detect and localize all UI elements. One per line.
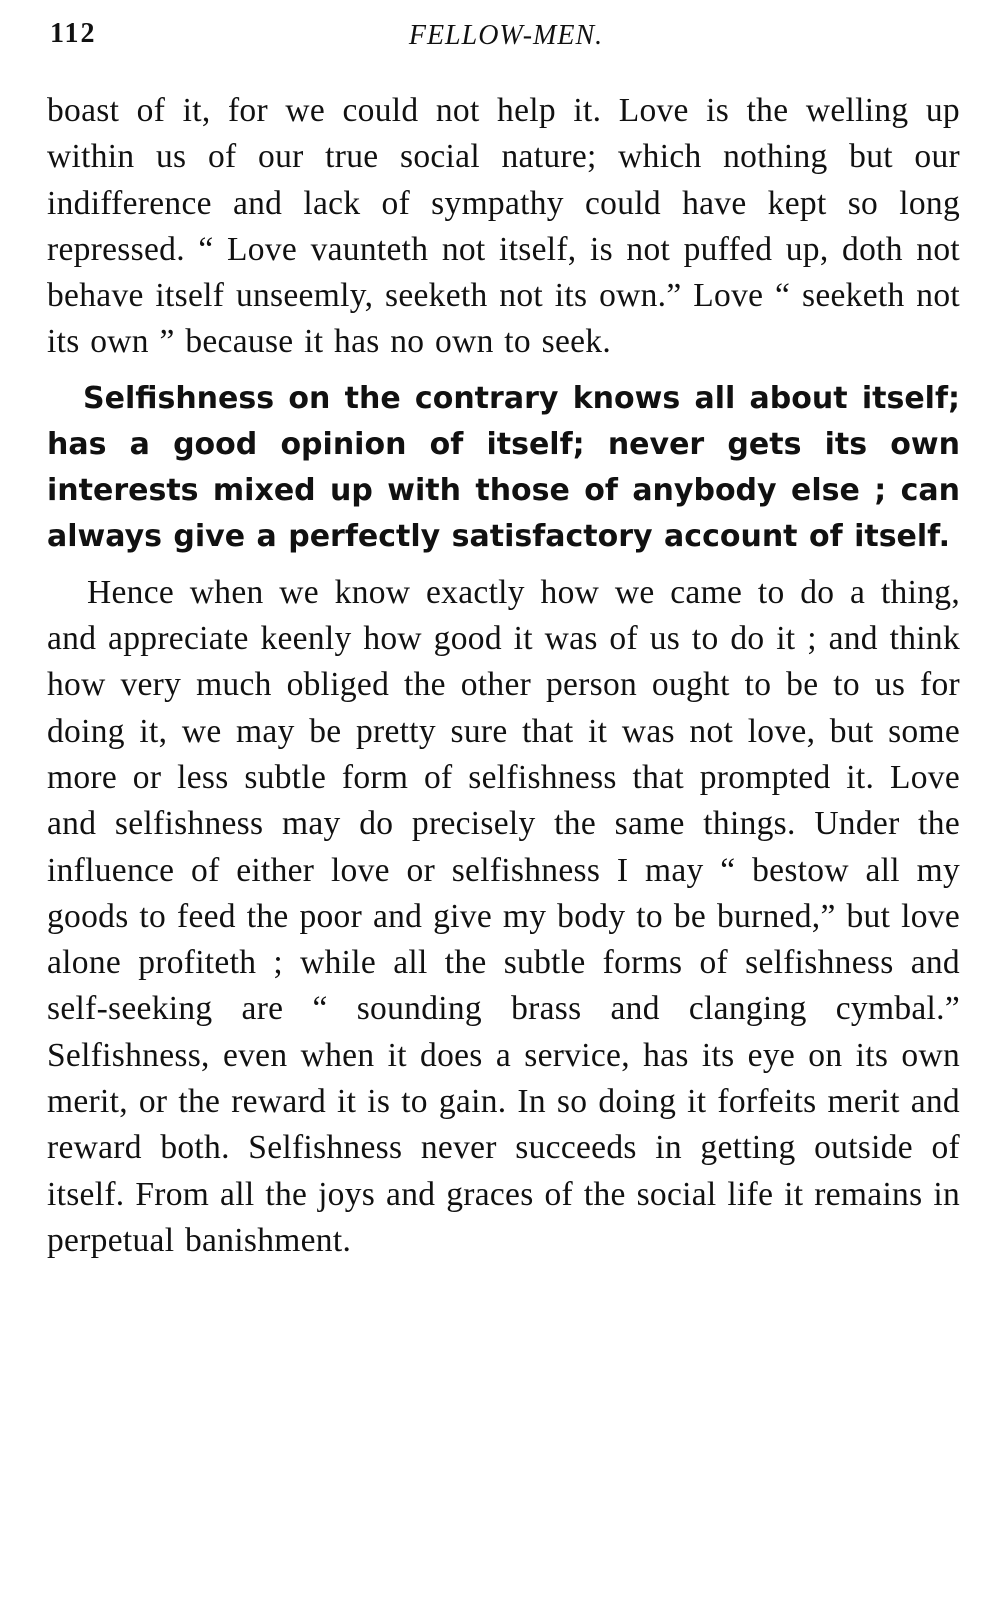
running-title: FELLOW-MEN. bbox=[408, 20, 604, 51]
page-header bbox=[50, 18, 962, 58]
paragraph-hence: Hence when we know exactly how we came to do a thing, and appreciate keenly how good it was of us to do it ; and think how very much obliged the other person ought to be to us for doing it, we may be pretty sure that it was not love, but some more or less subtle form of selfishness that prompted it. Love and selfishness may do precisely the same things. Under the influence of either love or selfishness I may “ bestow all my goods to feed the poor and give my body to be burned,” but love alone profiteth ; while all the subtle forms of selfishness and self-seeking are “ sounding brass and clanging cymbal.” Selfishness, even when it does a service, has its eye on its own merit, or the reward it is to gain. In so doing it forfeits merit and reward both. Selfishness never succeeds in getting outside of itself. From all the joys and graces of the social life it remains in perpetual banishment. bbox=[47, 573, 960, 1259]
paragraph-bold-selfishness: Selfishness on the contrary knows all about itself; has a good opinion of itself; never gets its own interests mixed up with those of anybody else ; can always give a perfectly satisfactory account of itself. bbox=[47, 380, 960, 554]
page-number: 112 bbox=[50, 18, 97, 49]
body-text bbox=[47, 88, 960, 1264]
paragraph-continued: boast of it, for we could not help it. Love is the welling up within us of our true social nature; which nothing but our indifference and lack of sympathy could have kept so long repressed. “ Love vaunteth not itself, is not puffed up, doth not behave itself unseemly, seeketh not its own.” Love “ seeketh not its own ” because it has no own to seek. bbox=[47, 92, 960, 361]
